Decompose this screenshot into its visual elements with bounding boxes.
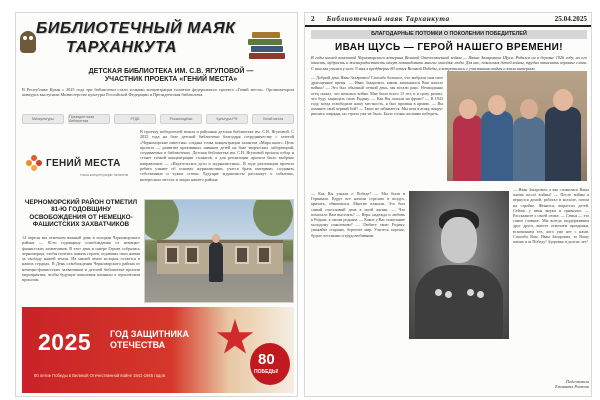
masthead-subtitle-line1: ДЕТСКАЯ БИБЛИОТЕКА ИМ. С.В. ЯГУПОВОЙ — (88, 68, 254, 75)
banner-year: 2025 (38, 329, 92, 355)
lead-paragraph: В Республике Крым с 2025 года три библиотеки стали точками концентрации талантов федерального проекта «Гений места». Организатором конкурса выступили Министерство культуры Российской Федерации и Президентская библиотека. (22, 87, 294, 98)
masthead-subtitle-line2: УЧАСТНИК ПРОЕКТА «ГЕНИЙ МЕСТА» (104, 76, 238, 83)
interview-column-3: — Иван Захарович, а как сложилась Ваша жизнь после войны? — После войны я вернулся домой, работал в колхозе, потом на стройке. Женился, вырастил детей. Сейчас у меня внуки и правнуки. — Расскажите о своей семье. — Семья — это самое главное. Мы всегда поддерживаем друг друга, вместе отмечаем праздники, вспоминаем тех, кого уже нет с нами. Спасибо Вам, Иван Захарович, за Вашу жизнь и за Победу! Здоровья и долгих лет! (513, 187, 589, 245)
article-intro: В годы нашей поисковой Черноморского ветерана Великой Отечественной войны — Ивана Захаровича Щуся. Родился он в деревне 1926 году, но его юность, мудрость и жизнерадостность могут позавидовать многие молодые люди. Для нас, поколения детей войны, трудно отыскать хорошие слова. С ним мы учимся у него. 9 мая в преддверии 80 летия Великой Победы, я встретилась с участником войны и взяла интервью. (311, 55, 587, 71)
genius-place-tagline: точка концентрации талантов (80, 173, 129, 177)
star-icon (216, 319, 254, 357)
defender-year-banner (22, 307, 294, 393)
interview-column-1: — Добрый день Иван Захарович! Спасибо большое, что выбрали нам свое драгоценное время. — Иван Захарович, каким запомнился Вам начало войны? — Это был обычный летний день, мы встали рано. Неожиданно отец сказал, что началась война. Мне было всего 15 лет, и я сразу решил, что буду защищать свою Родину. — Как Вы попали на фронт? — В 1943 году, когда освободили нашу местность, я был призван в армию. — Вы помните свой первый бой? — Такое не забывается. Мы шли в атаку, вокруг рвались снаряды, но страха уже не было. Было только желание победить. (311, 75, 443, 117)
district-article-text: 14 апреля мы отмечаем важный день в истории Черноморского района — 81-ю годовщину освобождения от немецко-фашистских захватчиков. В этот день в сквере Героев собрались черноморцы, чтобы почтить память героев, отдавших свои жизни за свободу нашей земли. На нашей земле история остается в наших сердцах. В День освобождения Черноморского района от немецко-фашистских захватчиков в детской библиотеке прошли мероприятия, чтобы будущие поколения помнили о героическом прошлом. (22, 235, 140, 283)
victory-seal-number: 80 (258, 351, 275, 368)
partner-logo: РГДБ (114, 114, 156, 124)
interview-column-2: — Как Вы узнали о Победе? — Мы были в Германии. Вдруг все начали стрелять в воздух, кричать, обниматься. Многие плакали. Это был самый счастливый день в моей жизни. — Что помогало Вам выстоять? — Вера, надежда и любовь к Родине, к своим родным. — Какое у Вас пожелание молодому поколению? — Любите свою Родину, уважайте старших, берегите мир. Учитесь хорошо, будьте честными и трудолюбивыми. (311, 191, 405, 238)
family-photo (447, 71, 587, 181)
books-icon (247, 27, 289, 61)
masthead-title-line2: ТАРХАНКУТА (66, 39, 177, 56)
partner-logos (22, 113, 294, 125)
signoff-line1: Подготовила (566, 379, 589, 384)
veteran-portrait-photo (409, 191, 509, 339)
library-exhibition-photo (144, 199, 294, 303)
issue-date: 25.04.2025 (554, 15, 587, 23)
signoff-line2: Елизавета Ростова (555, 384, 589, 389)
paper-name: Библиотечный маяк Тарханкута (326, 15, 450, 23)
genius-place-name: ГЕНИЙ МЕСТА (46, 158, 121, 169)
partner-logo: Президентская библиотека (68, 114, 110, 124)
partner-logo: Росмолодёжь (160, 114, 202, 124)
left-page (15, 12, 298, 397)
partner-logo: Культура.РФ (206, 114, 248, 124)
right-page (304, 12, 592, 397)
masthead-title (36, 19, 236, 57)
victory-seal-word: ПОБЕДЫ! (254, 369, 279, 375)
owl-icon (20, 31, 36, 53)
district-headline: ЧЕРНОМОРСКИЙ РАЙОН ОТМЕТИЛ 81-Ю ГОДОВЩИНУ ОСВОБОЖДЕНИЯ ОТ НЕМЕЦКО-ФАШИСТСКИХ ЗАХВАТЧИКОВ (24, 199, 138, 229)
page-number: 2 (311, 15, 315, 23)
page-header (305, 13, 592, 27)
section-rubric: БЛАГОДАРНЫЕ ПОТОМКИ О ПОКОЛЕНИИ ПОБЕДИТЕЛЕЙ (311, 30, 587, 39)
masthead-title-line1: БИБЛИОТЕЧНЫЙ МАЯК (36, 20, 236, 37)
partner-logo: Гений места (252, 114, 294, 124)
banner-caption: 80 летие Победы в Великой Отечественной войне 1941-1945 годов (34, 373, 165, 378)
genius-place-logo (22, 131, 134, 187)
article-headline: ИВАН ЩУСЬ — ГЕРОЙ НАШЕГО ВРЕМЕНИ! (335, 42, 563, 53)
banner-title: ГОД ЗАЩИТНИКА ОТЕЧЕСТВА (110, 329, 190, 350)
author-signoff (519, 379, 589, 389)
masthead-subtitle (56, 68, 286, 84)
project-article-text: В проекту победителей вошла и районная детская библиотека им. С.В. Ягуповой. С 2025 года на базе детской библиотеки благодаря сотрудничеству с газетой «Черноморские известия» создана точка концентрации талантов «Мира книг». Цель проекта — развитие креативных навыков детей на базе творческих лабораторий, создаваемых в библиотеках. Детская библиотека им. С.В. Ягуповой прошла отбор и станет точкой концентрации талантов, а для реализации проекта было выбрано направление — «Издательское дело и журналистика». В ходе реализации проекта ребята узнают об основах журналистики, учатся брать интервью, создавать собственные и чужие статьи. Будущие журналисты расскажут о событиях, интересных местах и людях нашего района. (140, 129, 294, 182)
partner-logo: Минкультуры (22, 114, 64, 124)
genius-place-icon (26, 155, 42, 171)
masthead (16, 13, 298, 83)
